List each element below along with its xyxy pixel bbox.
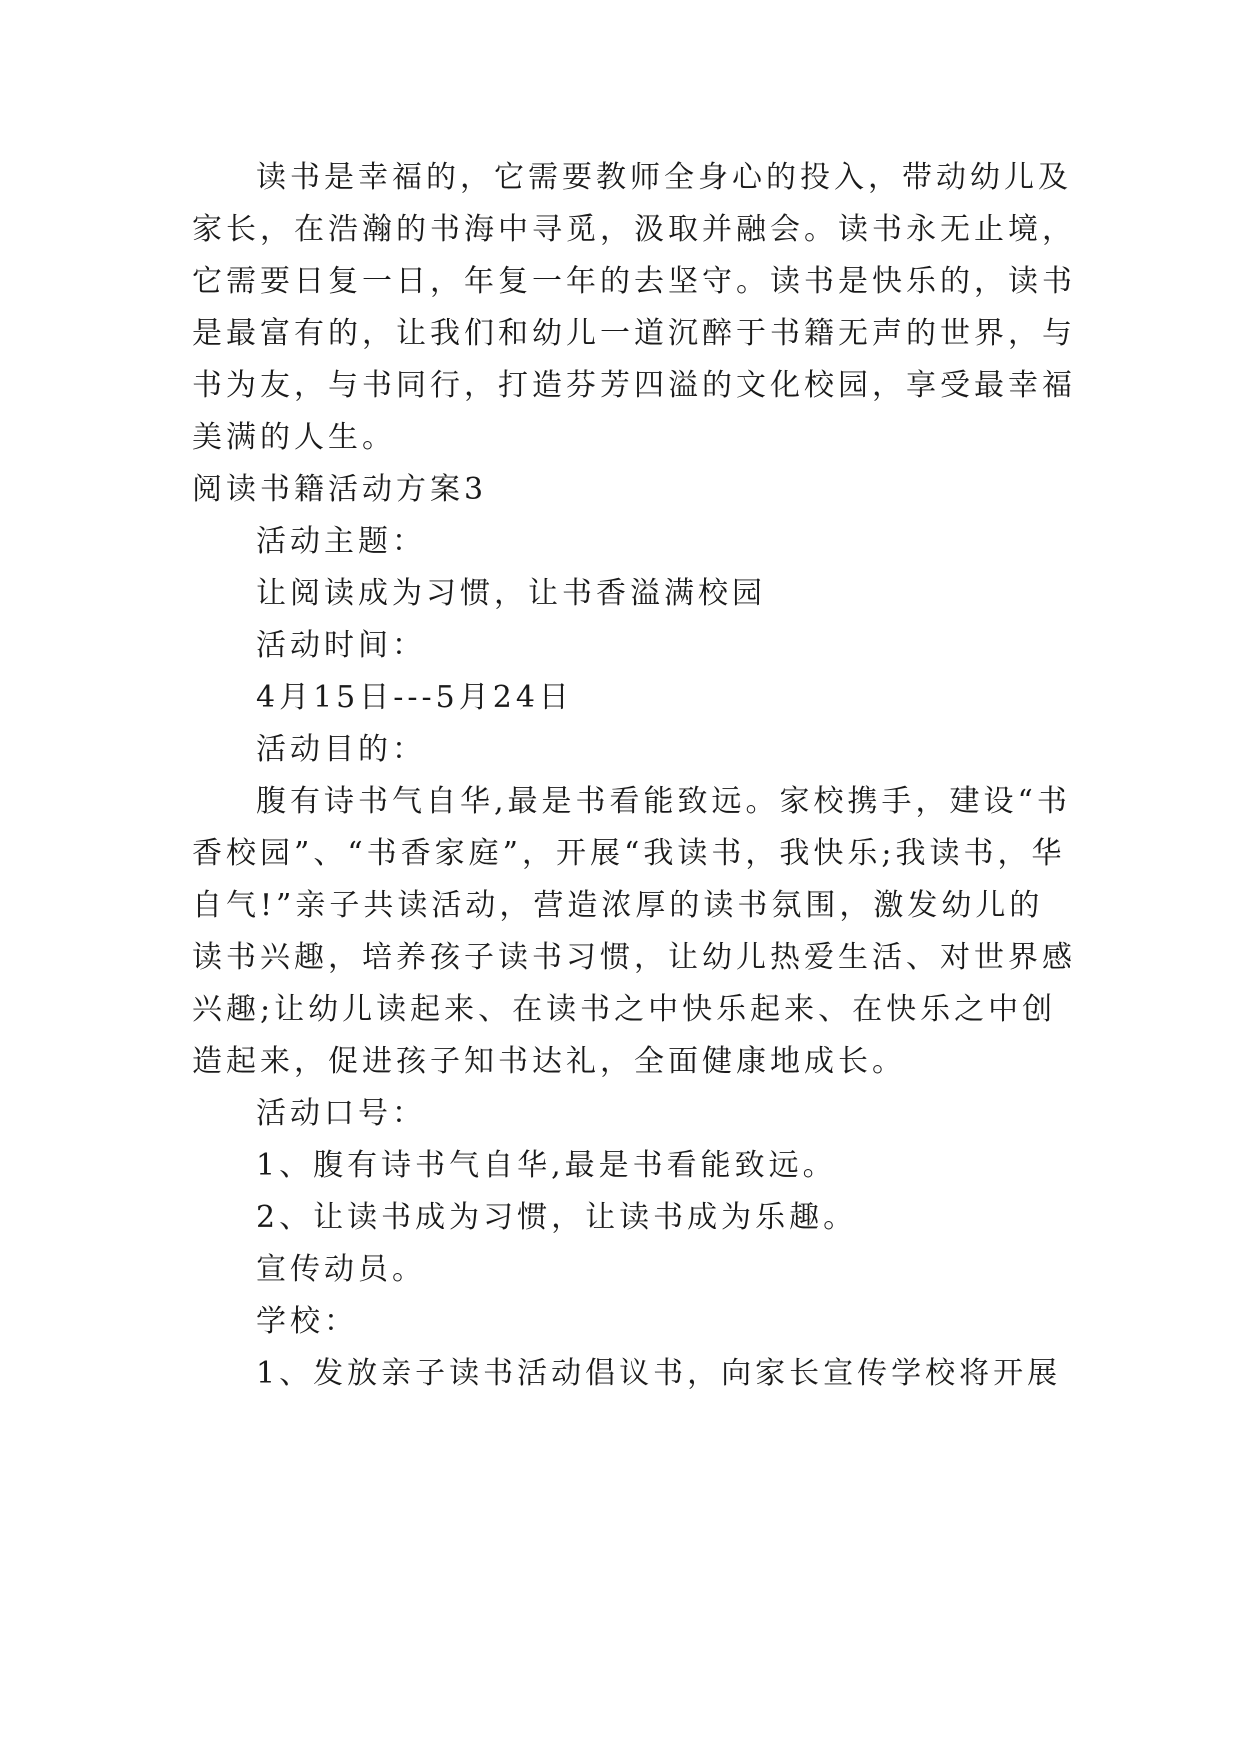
purpose-paragraph-line: 造起来，促进孩子知书达礼，全面健康地成长。: [192, 1044, 906, 1079]
theme-label: 活动主题：: [256, 524, 426, 559]
purpose-paragraph-line: 自气!”亲子共读活动，营造浓厚的读书氛围，激发幼儿的: [192, 888, 1044, 923]
slogan-item: 1、腹有诗书气自华,最是书看能致远。: [256, 1148, 837, 1183]
school-item: 1、发放亲子读书活动倡议书，向家长宣传学校将开展: [256, 1356, 1062, 1391]
section-title: 阅读书籍活动方案3: [192, 472, 488, 507]
time-value: 4月15日---5月24日: [256, 680, 573, 715]
intro-paragraph-line: 美满的人生。: [192, 420, 396, 455]
purpose-paragraph-line: 腹有诗书气自华,最是书看能致远。家校携手，建设“书: [256, 784, 1071, 819]
purpose-paragraph-line: 兴趣;让幼儿读起来、在读书之中快乐起来、在快乐之中创: [192, 992, 1057, 1027]
theme-value: 让阅读成为习惯，让书香溢满校园: [256, 576, 766, 611]
intro-paragraph-line: 是最富有的，让我们和幼儿一道沉醉于书籍无声的世界，与: [192, 316, 1076, 351]
promotion-label: 宣传动员。: [256, 1252, 426, 1287]
purpose-label: 活动目的：: [256, 732, 426, 767]
intro-paragraph-line: 书为友，与书同行，打造芬芳四溢的文化校园，享受最幸福: [192, 368, 1076, 403]
purpose-paragraph-line: 读书兴趣，培养孩子读书习惯，让幼儿热爱生活、对世界感: [192, 940, 1076, 975]
slogan-label: 活动口号：: [256, 1096, 426, 1131]
purpose-paragraph-line: 香校园”、“书香家庭”，开展“我读书，我快乐;我读书，华: [192, 836, 1066, 871]
time-label: 活动时间：: [256, 628, 426, 663]
intro-paragraph-line: 它需要日复一日，年复一年的去坚守。读书是快乐的，读书: [192, 264, 1076, 299]
school-label: 学校：: [256, 1304, 358, 1339]
intro-paragraph-line: 家长，在浩瀚的书海中寻觅，汲取并融会。读书永无止境，: [192, 212, 1076, 247]
intro-paragraph-line: 读书是幸福的，它需要教师全身心的投入，带动幼儿及: [256, 160, 1072, 195]
slogan-item: 2、让读书成为习惯，让读书成为乐趣。: [256, 1200, 858, 1235]
